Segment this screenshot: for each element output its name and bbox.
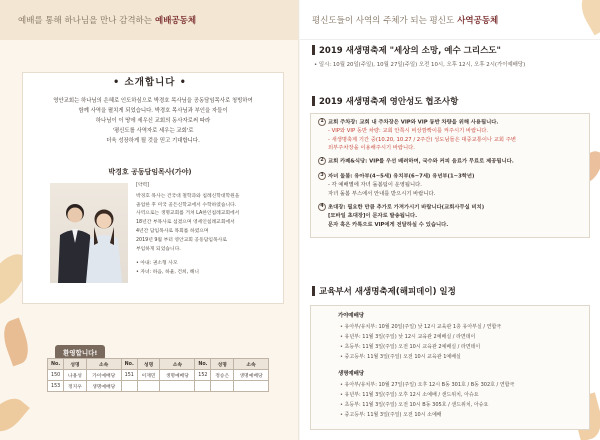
cooperation-item-3 (318, 172, 583, 198)
number-badge: 3 (318, 172, 326, 180)
pastor-bio (136, 182, 276, 278)
table-cell: 153 (48, 381, 64, 392)
bio-line: 부임하게 되었습니다. (136, 246, 181, 252)
table-cell: 생명예배당 (86, 381, 121, 392)
education-title (312, 285, 456, 297)
item-detail: [모바일 초대장]이 문자로 발송됩니다. (328, 213, 418, 220)
schedule-line: • 유년부: 11월 3일(주일) 낮 12시 교육관 2예배실 / 라면데이 (340, 333, 475, 340)
item-detail: 자녀 돌봄 부스에서 안내를 받으시기 바랍니다. (328, 190, 436, 197)
column-header: No. (121, 359, 137, 370)
item-title: 자녀 돌봄: 유아부(4~5세) 유치부(6~7세) 유년부(1~3학년) (328, 173, 475, 180)
table-header-row (48, 359, 269, 370)
intro-line: 함께 사역을 펼치게 되었습니다. 박경호 목사님과 부인을 자들이 (78, 108, 228, 114)
festival-title-text: 2019 새생명축제 "세상의 소망, 예수 그리스도" (319, 46, 501, 56)
item-title: 교회 카페&식당: VIP를 우선 배려하며, 국수와 커피 음료가 무료로 제공됩니다. (328, 158, 514, 165)
table-row (48, 381, 269, 392)
table-cell: 152 (195, 370, 211, 381)
header-emphasis: 예배공동체 (154, 16, 197, 26)
cooperation-item-1 (318, 118, 583, 153)
left-header (0, 0, 300, 40)
table-row (48, 370, 269, 381)
item-detail: 문자 혹은 카톡으로 VIP에게 전달하실 수 있습니다. (328, 221, 449, 228)
cooperation-title (312, 95, 458, 107)
table-cell (121, 381, 137, 392)
item-detail: - 각 예배별에 자녀 돌봄팀이 운영됩니다. (328, 182, 422, 189)
cooperation-title-text: 2019 새생명축제 영안성도 협조사항 (319, 97, 459, 107)
cooperation-item-2 (318, 157, 583, 166)
couple-photo-icon (50, 183, 128, 283)
heading-bar (312, 286, 315, 296)
intro-text (32, 96, 274, 146)
leaf-decoration (0, 318, 34, 367)
header-prefix: 예배를 통해 하나님을 만나 감격하는 (18, 16, 152, 26)
festival-title (312, 44, 501, 56)
leaf-decoration (0, 391, 30, 438)
table-cell: 정지우 (64, 381, 87, 392)
header-emphasis: 사역공동체 (457, 15, 499, 26)
bio-line: 박경호 목사는 건국대 철학과와 침례신학대학원을 (136, 193, 240, 199)
header-prefix: 평신도들이 사역의 주체가 되는 평신도 (312, 15, 455, 26)
table-cell: 생명예배당 (160, 370, 195, 381)
bio-line: 4년간 담임목사로 목회를 하였으며 (136, 228, 209, 234)
number-badge: 2 (318, 157, 326, 165)
item-detail: 외부주차장을 이용해주시기 바랍니다. (328, 145, 415, 152)
number-badge: 1 (318, 118, 326, 126)
schedule-line: • 중고등부: 11월 3일(주일) 오전 10시 소예배 (340, 411, 442, 418)
bio-line: 졸업한 후 미국 골든신학교에서 수학하였습니다. (136, 202, 237, 208)
festival-date: • 일시: 10월 20일(주일), 10월 27일(주일) 오전 10시, 오후 12시, 오후 2시(가이예배당) (314, 62, 526, 68)
schedule-line: • 중고등부: 11월 3일(주일) 오전 10시 교육관 1예배실 (340, 353, 461, 360)
column-header: 소속 (86, 359, 121, 370)
table-cell (195, 381, 211, 392)
table-cell (211, 381, 234, 392)
bio-line: 2019년 9월 부터 영안교회 공동담임목사로 (136, 237, 227, 243)
family-line: • 아내: 권소형 사모 (136, 261, 178, 267)
group-name: 생명예배당 (338, 371, 365, 377)
column-header: No. (195, 359, 211, 370)
heading-bar (312, 45, 315, 55)
column-header: 성명 (137, 359, 160, 370)
welcome-table (47, 358, 269, 392)
family-line: • 자녀: 하음, 하율, 건희, 해니 (136, 270, 199, 276)
bio-line: 18년간 부목사로 섬겼으며 영세인침례교회에서 (136, 220, 235, 226)
table-cell: 가이예배당 (86, 370, 121, 381)
column-header: No. (48, 359, 64, 370)
pastor-title: 박경호 공동담임목사(가야) (108, 168, 192, 176)
item-detail: - VIP와 VIP 동반 차량: 교회 안쪽시 비상깜빡이를 켜주시기 바랍니다. (328, 128, 489, 135)
item-detail: - 새생명축제 기간 중(10.20, 10.27 / 2주간) 성도님들은 대중교통이나 교회 주변 (328, 136, 516, 143)
intro-line: '평신도를 사역자로 세우는 교회'로 (112, 128, 194, 134)
group-name: 가야예배당 (338, 313, 365, 319)
heading-bar (312, 96, 315, 106)
number-badge: 4 (318, 203, 326, 211)
right-page (300, 0, 600, 440)
intro-line: 더욱 성장하게 될 것을 믿고 기대합니다. (106, 138, 200, 144)
column-header: 성명 (64, 359, 87, 370)
table-cell: 정승은 (211, 370, 234, 381)
column-header: 소속 (160, 359, 195, 370)
table-cell: 151 (121, 370, 137, 381)
intro-line: 영안교회는 하나님의 은혜로 인도하심으로 박경호 목사님을 공동담임목사로 청빙하여 (53, 98, 253, 104)
table-cell: 150 (48, 370, 64, 381)
intro-title: • 소개합니다 • (113, 77, 187, 88)
table-cell (160, 381, 195, 392)
education-title-text: 교육부서 새생명축제(해피데이) 일정 (319, 287, 456, 297)
table-cell (137, 381, 160, 392)
column-header: 성명 (211, 359, 234, 370)
schedule-line: • 유아부/유치부: 10월 20일(주일) 낮 12시 교육관 1층 유아부실 / 연합극 (340, 323, 501, 330)
schedule-line: • 유년부: 11월 3일(주일) 오후 12시 소예배 / 샌드위치, 아슈요 (340, 391, 479, 398)
intro-line: 하나님이 이 땅에 세우신 교회의 동사자로써 따라 (95, 118, 211, 124)
cooperation-item-4 (318, 203, 583, 229)
table-cell: 생명예배당 (234, 370, 269, 381)
right-header (300, 0, 600, 40)
pastor-photo (50, 183, 128, 283)
schedule-line: • 초등부: 11월 3일(주일) 오전 10시 교육관 2예배실 / 라면데이 (340, 343, 480, 350)
schedule-line: • 유아부/유치부: 10월 27일(주일) 오후 12시 B동 301호 / B동 302호 / 연합극 (340, 381, 514, 388)
column-header: 소속 (234, 359, 269, 370)
table-cell (234, 381, 269, 392)
schedule-line: • 초등부: 11월 3일(주일) 오전 10시 B동 305호 / 샌드위치, 아슈요 (340, 401, 488, 408)
table-cell: 이재민 (137, 370, 160, 381)
item-title: 교회 주차장: 교회 내 주차장은 VIP와 VIP 동반 차량을 위해 사용됩니다. (328, 119, 499, 126)
welcome-tag: 환영합니다! (55, 345, 105, 360)
item-title: 초대장: 필요한 만큼 추가로 가져가시기 바랍니다(교회사무실 비치) (328, 204, 485, 211)
bio-heading: [약력] (136, 183, 150, 188)
table-cell: 나용성 (64, 370, 87, 381)
bio-line: 사역으로는 생명교회를 거쳐 LA한인침례교회에서 (136, 211, 240, 217)
